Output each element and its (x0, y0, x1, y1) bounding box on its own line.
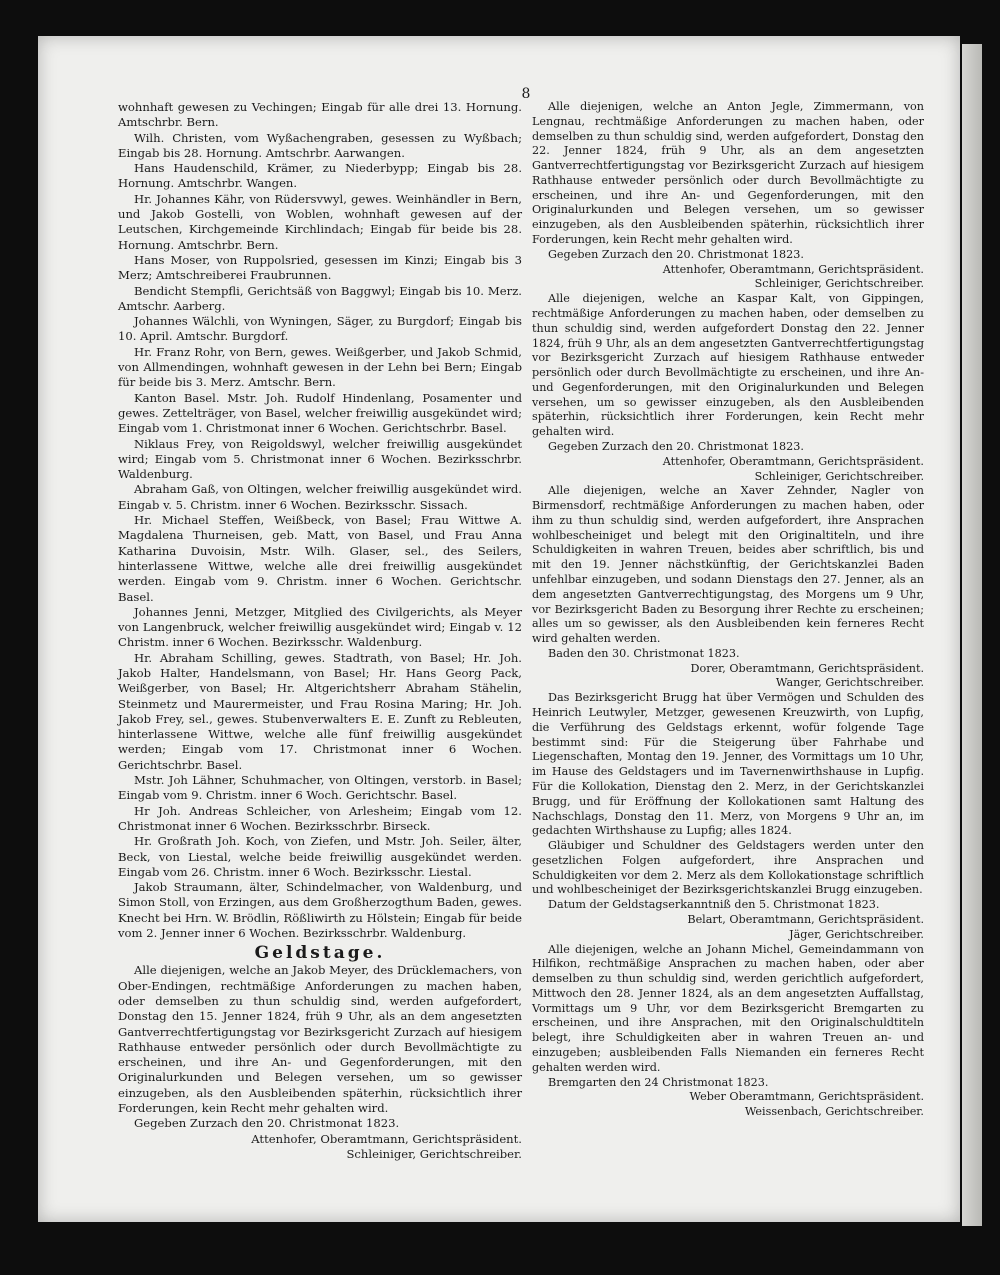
notice-signature-clerk: Schleiniger, Gerichtschreiber. (754, 277, 924, 291)
notice-entry: Johannes Jenni, Metzger, Mitglied des Civilgerichts, als Meyer von Langenbruck, welcher freiwillig ausgekündet wird; Eingab v. 12 Christm. inner 6 Wochen. Bezirksschr. Waldenburg. (118, 604, 522, 650)
section-title-geldstage: Geldstage. (254, 943, 386, 964)
geldstag-signature-president: Attenhofer, Oberamtmann, Gerichtspräsident. (251, 1131, 522, 1146)
notice-entry: Wilh. Christen, vom Wyßachengraben, gesessen zu Wyßbach; Eingab bis 28. Hornung. Amtschrbr. Aarwangen. (118, 130, 522, 160)
notice-signature-president: Belart, Oberamtmann, Gerichtspräsident. (687, 912, 924, 926)
notice-entry: Hr Joh. Andreas Schleicher, von Arlesheim; Eingab vom 12. Christmonat inner 6 Wochen. Bezirksschrbr. Birseck. (118, 803, 522, 833)
notice-signature-president: Attenhofer, Oberamtmann, Gerichtspräsident. (662, 454, 924, 468)
geldstag-notice-date: Gegeben Zurzach den 20. Christmonat 1823. (134, 1116, 400, 1131)
notice-entry: Hans Moser, von Ruppolsried, gesessen im Kinzi; Eingab bis 3 Merz; Amtschreiberei Fraubrunnen. (118, 252, 522, 283)
notice-date: Datum der Geldstagserkanntniß den 5. Christmonat 1823. (548, 898, 880, 912)
page-number: 8 (521, 86, 531, 102)
notice-signature-clerk: Jäger, Gerichtschreiber. (789, 927, 924, 941)
right-column (532, 100, 924, 1120)
geldstag-notice-text: Alle diejenigen, welche an Jakob Meyer, des Drücklemachers, von Ober-Endingen, rechtmäßige Anforderungen zu machen haben, oder demselben zu thun schuldig sind, werden aufgefordert, Donstag den 15. Jenner 1824, früh 9 Uhr, als an dem angesetzten Gantverrechtfertigungstag vor Bezirksgericht Zurzach auf hiesigem Rathhause entweder persönlich oder durch Bevollmächtigte zu erscheinen, und ihre An- und Gegenforderungen, mit den Originalurkunden und Belegen versehen, um so gewisser einzugeben, als den Ausbleibenden späterhin, rücksichtlich ihrer Forderungen, kein Recht mehr gehalten wird. (118, 963, 522, 1115)
notice-text: Alle diejenigen, welche an Kaspar Kalt, von Gippingen, rechtmäßige Anforderungen zu machen haben, oder demselben zu thun schuldig sind, werden aufgefordert Donstag den 22. Jenner 1824, früh 9 Uhr, als an dem angesetzten Gantverrechtfertigungstag vor Bezirksgericht Zurzach auf hiesigem Rathhause entweder persönlich oder durch Bevollmächtigte zu erscheinen, und ihre An- und Gegenforderungen, mit den Originalurkunden und Belegen versehen, um so gewisser einzugeben, als den Ausbleibenden späterhin, rücksichtlich ihrer Forderungen, kein Recht mehr gehalten wird. (532, 292, 924, 439)
notice-date: Gegeben Zurzach den 20. Christmonat 1823. (548, 439, 804, 453)
notice-text: Das Bezirksgericht Brugg hat über Vermögen und Schulden des Heinrich Leutwyler, Metzger, gewesenen Kreuzwirth, von Lupfig, die Verführung des Geldstags erkennt, wofür folgende Tage bestimmt sind: Für die Steigerung über Fahrhabe und Liegenschaften, Montag den 19. Jenner, des Vormittags um 10 Uhr, im Hause des Geldstagers und im Tavernenwirthshause in Lupfig. Für die Kollokation, Dienstag den 2. Merz, in der Gerichtskanzlei Brugg, und für Eröffnung der Kollokationen samt Haltung des Nachschlags, Donstag den 11. Merz, von Morgens 9 Uhr an, im gedachten Wirthshause zu Lupfig; alles 1824. (532, 691, 924, 838)
notice-entry: Mstr. Joh Lähner, Schuhmacher, von Oltingen, verstorb. in Basel; Eingab vom 9. Christm. inner 6 Woch. Gerichtschr. Basel. (118, 773, 522, 803)
notice-extra-text: Gläubiger und Schuldner des Geldstagers werden unter den gesetzlichen Folgen aufgefordert, ihre Ansprachen und Schuldigkeiten vor dem 2. Merz als dem Kollokationstage schriftlich und wohlbescheiniget der Bezirksgerichtskanzlei Brugg einzugeben. (532, 839, 924, 897)
notice-entry: Hr. Großrath Joh. Koch, von Ziefen, und Mstr. Joh. Seiler, älter, Beck, von Liestal, welche beide freiwillig ausgekündet werden. Eingab vom 26. Christm. inner 6 Woch. Bezirksschr. Liestal. (118, 834, 522, 879)
notice-date: Baden den 30. Christmonat 1823. (548, 646, 740, 660)
notice-entry: Hr. Johannes Kähr, von Rüdersvwyl, gewes. Weinhändler in Bern, und Jakob Gostelli, von Woblen, wohnhaft gewesen auf der Leutschen, Kirchgemeinde Kirchlindach; Eingab für beide bis 28. Hornung. Amtschrbr. Bern. (118, 191, 522, 252)
notice-entry: Kanton Basel. Mstr. Joh. Rudolf Hindenlang, Posamenter und gewes. Zettelträger, von Basel, welcher freiwillig ausgekündet wird; Eingab vom 1. Christmonat inner 6 Wochen. Gerichtschrbr. Basel. (118, 390, 522, 436)
notice-entry: Hr. Franz Rohr, von Bern, gewes. Weißgerber, und Jakob Schmid, von Allmendingen, wohnhaft gewesen in der Lehn bei Bern; Eingab für beide bis 3. Merz. Amtschr. Bern. (118, 344, 522, 390)
notice-signature-clerk: Wanger, Gerichtschreiber. (775, 676, 924, 690)
notice-text: Alle diejenigen, welche an Anton Jegle, Zimmermann, von Lengnau, rechtmäßige Anforderungen zu machen haben, oder demselben zu thun schuldig sind, werden aufgefordert, Donstag den 22. Jenner 1824, früh 9 Uhr, als an dem angesetzten Gantverrechtfertigungstag vor Bezirksgericht Zurzach auf hiesigem Rathhause entweder persönlich oder durch Bevollmächtigte zu erscheinen, und ihre An- und Gegenforderungen, mit den Originalurkunden und Belegen versehen, um so gewisser einzugeben, als den Ausbleibenden späterhin, rücksichtlich ihrer Forderungen, kein Recht mehr gehalten wird. (532, 100, 924, 247)
notice-entry: Bendicht Stempfli, Gerichtsäß von Baggwyl; Eingab bis 10. Merz. Amtschr. Aarberg. (118, 283, 522, 313)
notice-signature-president: Attenhofer, Oberamtmann, Gerichtspräsident. (662, 262, 924, 276)
notice-text: Alle diejenigen, welche an Xaver Zehnder, Nagler von Birmensdorf, rechtmäßige Anforderungen zu machen haben, oder ihm zu thun schuldig sind, werden aufgefordert, ihre Ansprachen wohlbescheiniget und belegt mit den Originaltiteln, und ihre Schuldigkeiten in wahren Treuen, beides aber schriftlich, bis und mit den 19. Jenner nächstkünftig, der Gerichtskanzlei Baden unfehlbar einzugeben, und sodann Dienstags den 27. Jenner, als an dem angesetzten Gantverrechtigungstag, des Morgens um 9 Uhr, vor Bezirksgericht Baden zu Besorgung ihrer Rechte zu erscheinen; alles um so gewisser, als den Ausbleibenden kein ferneres Recht wird gehalten werden. (532, 484, 924, 646)
notice-signature-president: Dorer, Oberamtmann, Gerichtspräsident. (690, 661, 924, 675)
notice-signature-clerk: Schleiniger, Gerichtschreiber. (754, 469, 924, 483)
notice-entry: Hans Haudenschild, Krämer, zu Niederbypp; Eingab bis 28. Hornung. Amtschrbr. Wangen. (118, 161, 522, 191)
notice-entry: Johannes Wälchli, von Wyningen, Säger, zu Burgdorf; Eingab bis 10. April. Amtschr. Burgdorf. (118, 314, 522, 344)
notice-entry: Niklaus Frey, von Reigoldswyl, welcher freiwillig ausgekündet wird; Eingab vom 5. Christmonat inner 6 Wochen. Bezirksschrbr. Waldenburg. (118, 436, 522, 482)
geldstag-signature-clerk: Schleiniger, Gerichtschreiber. (346, 1146, 522, 1161)
notice-text: Alle diejenigen, welche an Johann Michel, Gemeindammann von Hilfikon, rechtmäßige Ansprachen zu machen haben, oder aber demselben zu thun schuldig sind, werden gerichtlich aufgefordert, Mittwoch den 28. Jenner 1824, als an dem angesetzten Auffallstag, Vormittags um 9 Uhr, vor dem Bezirksgericht Bremgarten zu erscheinen, und ihre Ansprachen, mit den Originalschuldtiteln belegt, ihre Schuldigkeiten aber in wahren Treuen an- und einzugeben; ausbleibenden Falls Niemanden ein ferneres Recht gehalten werden wird. (532, 942, 924, 1074)
adjacent-page-edge (962, 44, 982, 1226)
notice-signature-president: Weber Oberamtmann, Gerichtspräsident. (689, 1090, 924, 1104)
notice-entry: Jakob Straumann, älter, Schindelmacher, von Waldenburg, und Simon Stoll, von Erzingen, aus dem Großherzogthum Baden, gewes. Knecht bei Hrn. W. Brödlin, Rößliwirth zu Hölstein; Eingab für beide vom 2. Jenner inner 6 Wochen. Bezirksschrbr. Waldenburg. (118, 880, 522, 941)
notice-entry: Hr. Michael Steffen, Weißbeck, von Basel; Frau Wittwe A. Magdalena Thurneisen, geb. Matt, von Basel, und Frau Anna Katharina Duvoisin, Mstr. Wilh. Glaser, sel., des Seilers, hinterlassene Wittwe, welche alle drei freiwillig ausgekündet werden. Eingab vom 9. Christm. inner 6 Wochen. Gerichtschr. Basel. (118, 513, 522, 604)
notice-signature-clerk: Weissenbach, Gerichtschreiber. (744, 1105, 924, 1119)
notice-entry: wohnhaft gewesen zu Vechingen; Eingab für alle drei 13. Hornung. Amtschrbr. Bern. (118, 100, 522, 130)
notice-entry: Hr. Abraham Schilling, gewes. Stadtrath, von Basel; Hr. Joh. Jakob Halter, Handelsmann, von Basel; Hr. Hans Georg Pack, Weißgerber, von Basel; Hr. Altgerichtsherr Abraham Stähelin, Steinmetz und Maurermeister, und Frau Rosina Maring; Hr. Joh. Jakob Frey, sel., gewes. Stubenverwalters E. E. Zunft zu Rebleuten, hinterlassene Wittwe, welche alle fünf freiwillig ausgekündet werden; Eingab vom 17. Christmonat inner 6 Wochen. Gerichtschrbr. Basel. (118, 650, 522, 772)
left-column (118, 100, 522, 1162)
notice-entry: Abraham Gaß, von Oltingen, welcher freiwillig ausgekündet wird. Eingab v. 5. Christm. inner 6 Wochen. Bezirksschr. Sissach. (118, 482, 522, 512)
notice-date: Gegeben Zurzach den 20. Christmonat 1823. (548, 247, 804, 261)
notice-date: Bremgarten den 24 Christmonat 1823. (548, 1075, 769, 1089)
